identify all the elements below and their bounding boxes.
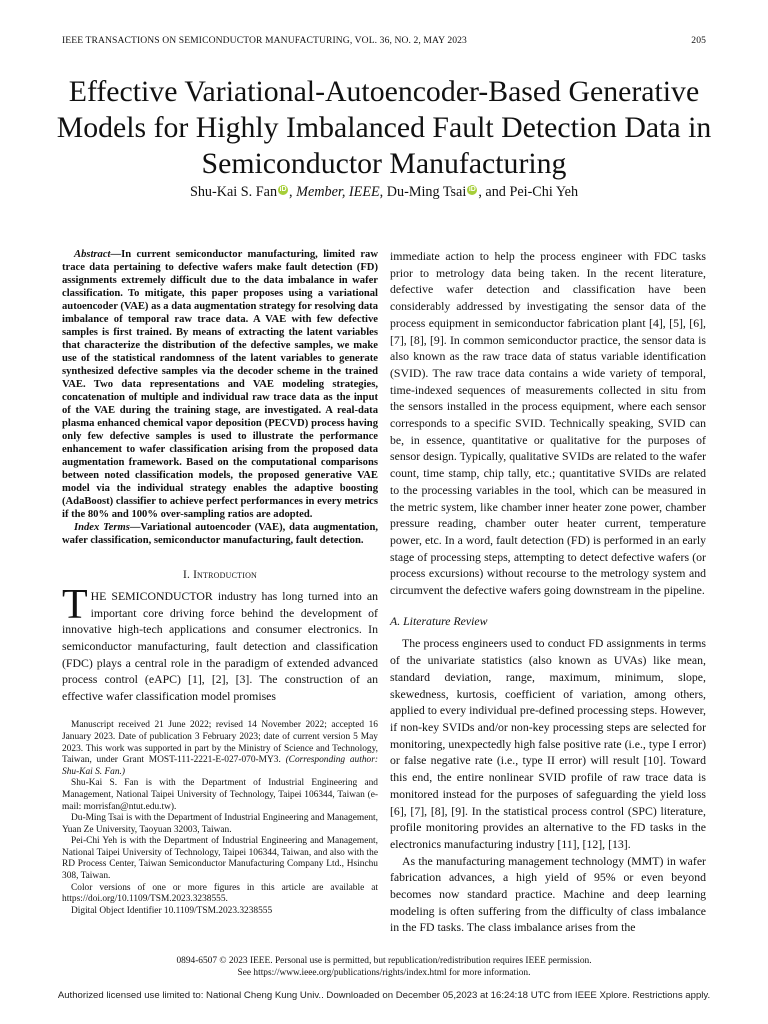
index-terms-text: Variational autoencoder (VAE), data augmentation, wafer classification, semiconductor manufacturing, fault detection. [62,522,378,546]
journal-name: IEEE TRANSACTIONS ON SEMICONDUCTOR MANUFACTURING, VOL. 36, NO. 2, MAY 2023 [62,35,467,46]
footnotes [62,720,378,917]
section-heading-introduction [62,567,378,583]
paper-title: Effective Variational-Autoencoder-Based Generative Models for Highly Imbalanced Fault Detection Data in Semiconductor Manufacturing [56,75,712,180]
intro-text: industry has long turned into an important core driving force behind the development of innovative high-tech applications and consumer electronics. In semiconductor manufacturing, fault detection and classification (FDC) plays a central role in the paradigm of extended advanced process control (eAPC) [1], [2], [3]. The construction of an effective wafer classification model promises [62,589,378,703]
drop-cap: T [62,582,88,629]
intro-caps: HE SEMICONDUCTOR [90,589,213,604]
copyright-line-2: See https://www.ieee.org/publications/rights/index.html for more information. [237,968,531,978]
page-number: 205 [691,35,706,46]
author-3: Pei-Chi Yeh [509,184,579,200]
subsection-heading-literature-review: A. Literature Review [390,613,488,628]
right-column [390,248,706,936]
running-header [62,35,706,46]
author-1-membership: Member, IEEE [296,184,380,200]
index-terms-label: Index Terms [74,522,130,533]
index-terms: Index Terms—Variational autoencoder (VAE), data augmentation, wafer classification, semiconductor manufacturing, fault detection. [62,522,378,546]
abstract-label: Abstract [74,249,111,260]
footnote-affiliation-yeh: Pei-Chi Yeh is with the Department of Industrial Engineering and Management, National Taipei University of Technology, Taipei 106344, Taiwan, and also with the RD Process Center, Taiwan Semiconductor Manufacturing Company Ltd., Hsinchu 308, Taiwan. [62,836,378,882]
corresponding-author: (Corresponding author: Shu-Kai S. Fan.) [62,755,378,777]
body-paragraph-2: The process engineers used to conduct FD assignments in terms of the univariate statistics (also known as UVAs) like mean, standard deviation, range, maximum, minimum, slope, skewedness, kurtosis, coefficient of variation, among others, applied to every individual pre-defined processing steps. However, if non-key SVIDs and/or non-key processing steps are selected for monitoring, unexpectedly high false positive rate (i.e., type I error) or false negative rate (i.e., type II error) will result [10]. Toward this end, the entire nonlinear SVID profile of raw trace data is monitored instead for the purposes of safeguarding the yield loss [6], [7], [8], [9]. In the statistical process control (SPC) literature, profile monitoring provides an alternative to the FD tasks in the electronics manufacturing industry [11], [12], [13]. [390,636,706,851]
orcid-icon[interactable]: iD [468,186,476,193]
body-paragraph-3: As the manufacturing management technology (MMT) in wafer fabrication advances, a high yield of 95% or even beyond becomes now standard practice. Machine and deep learning modeling is often suffering from the difficulty of class imbalance in the FD tasks. The class imbalance arises from the [390,853,706,935]
left-column [62,248,378,917]
footnote-received: Manuscript received 21 June 2022; revised 14 November 2022; accepted 16 January 2023. Date of publication 3 February 2023; date of current version 5 May 2023. This work was supported in part by the Ministry of Science and Technology, Taiwan, under Grant MOST-111-2221-E-027-070-MY3. (Corresponding author: Shu-Kai S. Fan.) [62,720,378,777]
author-1: Shu-Kai S. Fan [189,184,278,200]
section-number: I. [182,569,190,581]
footnote-affiliation-tsai: Du-Ming Tsai is with the Department of Industrial Engineering and Management, Yuan Ze University, Taoyuan 32003, Taiwan. [62,813,378,835]
footnote-color-versions: Color versions of one or more figures in this article are available at https://doi.org/10.1109/TSM.2023.3238555. [62,882,378,905]
intro-paragraph [62,582,378,704]
body-paragraph-1: immediate action to help the process engineer with FDC tasks prior to metrology data being taken. In the recent literature, defective wafer detection and classification have been considerably addressed by investigating the sensor data of the process equipment in semiconductor fabrication plant [4], [5], [6], [7], [8], [9]. In common semiconductor practice, the sensor data is also known as the raw trace data of status variable identification (SVID). The raw trace data contains a wide variety of temporal, time-indexed sequences of measurements collected in situ from the sensors installed in the process equipment, where each sensor corresponds to a specific SVID. Technically speaking, SVID can be, in essence, quantitative or qualitative for the purposes of sensor design. Typically, qualitative SVIDs are related to the wafer count, time stamp, chip tally, etc.; quantitative SVIDs are related to the processing variables in the tool, which can be measured in the metric system, like chamber inner heater zone power, chamber pressure reading, chamber outer heater current, temperature power, etc. In a word, fault detection (FD) is performed in an early stage of processing steps, attempting to detect defective wafers (or process excursions) without recourse to the metrology system and circumvent the defective wafers going downstream in the pipeline. [390,249,706,598]
footnote-affiliation-fan: Shu-Kai S. Fan is with the Department of Industrial Engineering and Management, National Taipei University of Technology, Taipei 106344, Taiwan (e-mail: morrisfan@ntut.edu.tw). [62,778,378,812]
copyright-notice [62,955,706,979]
copyright-line-1: 0894-6507 © 2023 IEEE. Personal use is permitted, but republication/redistribution requires IEEE permission. [176,956,592,966]
license-footer: Authorized licensed use limited to: National Cheng Kung Univ.. Downloaded on December 05,2023 at 16:24:18 UTC from IEEE Xplore. Restrictions apply. [57,990,711,1001]
author-2: Du-Ming Tsai [386,184,467,200]
abstract: Abstract—In current semiconductor manufacturing, limited raw trace data pertaining to defective wafers make fault detection (FD) assignments extremely difficult due to the data imbalance in wafer classification. To mitigate, this paper proposes using a variational autoencoder (VAE) as a data augmentation strategy for resolving data imbalance of temporal raw trace data. A VAE with few defective samples is first trained. By means of extracting the latent variables that characterize the distribution of the defective samples, we make use of the statistical randomness of the latent variables to generate synthesized defective samples via the decoder scheme in the trained VAE. Two data representations and VAE modeling strategies, concatenation of multiple and individual raw trace data as the input of the VAE during the training stage, are investigated. A real-data plasma enhanced chemical vapor deposition (PECVD) process having only few defective samples is used to illustrate the performance enhancement to wafer classification arising from the proposed data augmentation framework. Based on the computational comparisons between noted classification models, the proposed generative VAE model via the individual strategy enables the adaptive boosting (AdaBoost) classifier to achieve perfect performances in every metrics if the 80% and 100% over-sampling ratios are adopted. [62,249,378,520]
author-line: Shu-Kai S. Fan iD , Member, IEEE, Du-Ming Tsai iD , and Pei-Chi Yeh [189,184,579,200]
footnote-doi: Digital Object Identifier 10.1109/TSM.2023.3238555 [71,905,273,916]
abstract-text: In current semiconductor manufacturing, limited raw trace data pertaining to defective wafers make fault detection (FD) assignments extremely difficult due to the data imbalance in wafer classification. To mitigate, this paper proposes using a variational autoencoder (VAE) as a data augmentation strategy for resolving data imbalance of temporal raw trace data. A VAE with few defective samples is first trained. By means of extracting the latent variables that characterize the distribution of the defective samples, we make use of the statistical randomness of the latent variables to generate synthesized defective samples via the decoder scheme in the trained VAE. Two data representations and VAE modeling strategies, concatenation of multiple and individual raw trace data as the input of the VAE during the training stage, are investigated. A real-data plasma enhanced chemical vapor deposition (PECVD) process having only few defective samples is used to illustrate the performance enhancement to wafer classification arising from the proposed data augmentation framework. Based on the computational comparisons between noted classification models, the proposed generative VAE model via the individual strategy enables the adaptive boosting (AdaBoost) classifier to achieve perfect performances in every metrics if the 80% and 100% over-sampling ratios are adopted. [62,249,378,520]
section-title: Introduction [193,569,258,581]
orcid-icon[interactable]: iD [279,186,287,193]
